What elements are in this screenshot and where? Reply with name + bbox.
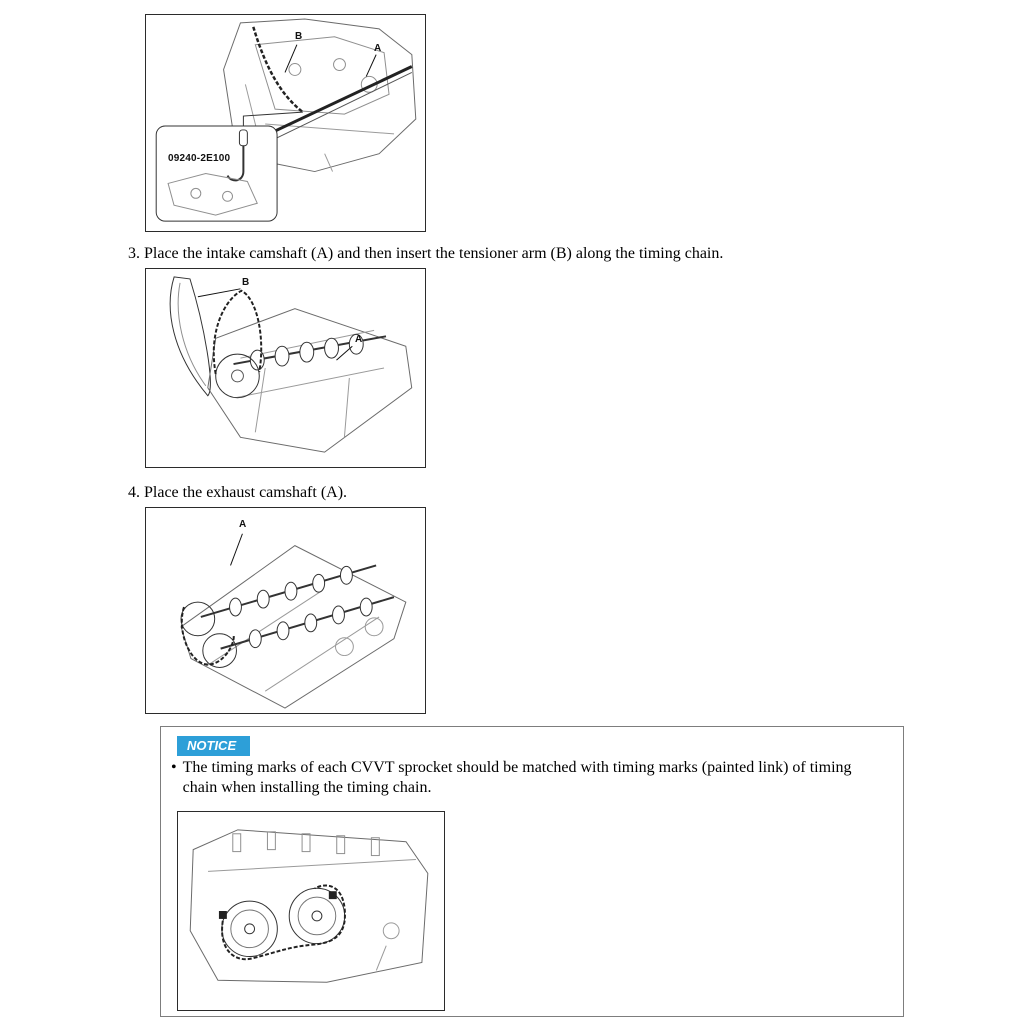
engine-illustration-3 bbox=[146, 508, 425, 713]
fig1-label-b: B bbox=[295, 31, 303, 42]
engine-illustration-1 bbox=[146, 15, 425, 231]
engine-illustration-4 bbox=[178, 812, 444, 1010]
figure-intake-camshaft bbox=[145, 268, 426, 468]
engine-illustration-2 bbox=[146, 269, 425, 467]
notice-section bbox=[160, 726, 904, 1017]
notice-badge: NOTICE bbox=[177, 736, 250, 756]
fig2-label-b: B bbox=[242, 277, 250, 288]
notice-text: The timing marks of each CVVT sprocket should be matched with timing marks (painted link) of timing chain when installing the timing chain. bbox=[182, 759, 852, 796]
fig1-label-a: A bbox=[374, 43, 382, 54]
step-4-text: 4. Place the exhaust camshaft (A). bbox=[128, 484, 348, 501]
figure-timing-chain-tool bbox=[145, 14, 426, 232]
fig3-label-a: A bbox=[239, 519, 247, 530]
fig1-tool-number: 09240-2E100 bbox=[168, 153, 231, 164]
notice-bullet-row bbox=[171, 758, 889, 798]
figure-cvvt-timing-marks bbox=[177, 811, 445, 1011]
step-3-text: 3. Place the intake camshaft (A) and then insert the tensioner arm (B) along the timing chain. bbox=[128, 245, 724, 262]
fig2-label-a: A bbox=[355, 334, 363, 345]
notice-bullet-marker: • bbox=[171, 759, 177, 776]
figure-exhaust-camshaft bbox=[145, 507, 426, 714]
